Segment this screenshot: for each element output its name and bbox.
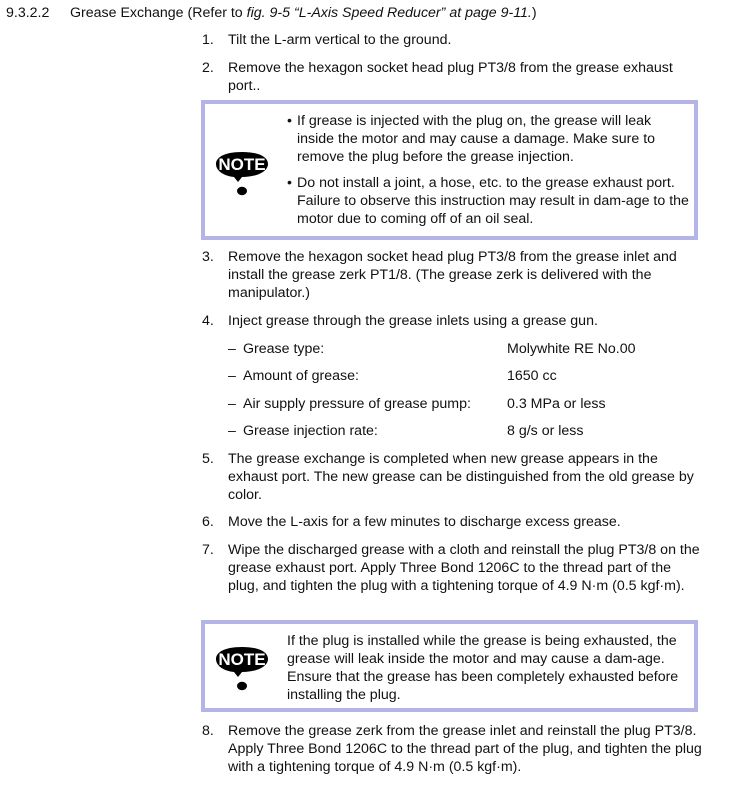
note-2-text: If the plug is installed while the grease is being exhausted, the grease will leak inside the motor and may cause a dam-age. Ensure that the grease has been completely exhausted before installing the plug. (287, 633, 679, 703)
spec-value: 1650 cc (507, 368, 557, 384)
step-text: Remove the grease zerk from the grease inlet and reinstall the plug PT3/8. Apply Three Bond 1206C to the thread part of the plug, and tighten the plug with a tightening torque of 4.9 N·m (0.5 kgf·m). (228, 723, 702, 775)
spec-label: Grease injection rate: (243, 423, 378, 439)
step-number: 4. (202, 313, 214, 329)
step-number: 7. (202, 542, 214, 558)
figure-reference-label: fig. 9-5 (246, 5, 291, 21)
step-1 (202, 31, 702, 49)
note-icon (213, 144, 271, 198)
step-number: 6. (202, 514, 214, 530)
step-number: 8. (202, 723, 214, 739)
figure-reference-link[interactable] (247, 5, 532, 21)
step-number: 1. (202, 32, 214, 48)
spec-value: 0.3 MPa or less (507, 396, 606, 412)
step-text: The grease exchange is completed when new grease appears in the exhaust port. The new grease can be distinguished from the old grease by color. (228, 451, 694, 503)
step-6 (202, 513, 702, 531)
note-icon (213, 639, 271, 693)
step-text: Remove the hexagon socket head plug PT3/8 from the grease exhaust port.. (228, 60, 673, 94)
spec-label: Amount of grease: (243, 368, 359, 384)
section-heading (6, 4, 537, 22)
spec-dash: – (228, 368, 236, 384)
note-bullet: • If grease is injected with the plug on, the grease will leak inside the motor and may cause a damage. Make sure to remove the plug before the grease injection. (287, 113, 656, 165)
spec-value: 8 g/s or less (507, 423, 584, 439)
step-2 (202, 59, 702, 95)
step-7 (202, 541, 702, 595)
step-number: 5. (202, 451, 214, 467)
step-text: Remove the hexagon socket head plug PT3/8 from the grease inlet and install the grease zerk PT1/8. (The grease zerk is delivered with the manipulator.) (228, 249, 677, 301)
step-text: Wipe the discharged grease with a cloth and reinstall the plug PT3/8 on the grease exhaust port. Apply Three Bond 1206C to the thread part of the plug, and tighten the plug with a tightening torque of 4.9 N·m (0.5 kgf·m). (228, 542, 700, 594)
step-5 (202, 450, 702, 504)
step-number: 3. (202, 249, 214, 265)
section-title-suffix: ) (531, 5, 537, 21)
note-bullet-text: Do not install a joint, a hose, etc. to the grease exhaust port. Failure to observe this instruction may result in dam-age to the motor due to coming off of an oil seal. (297, 175, 689, 227)
spec-dash: – (228, 396, 236, 412)
spec-value: Molywhite RE No.00 (507, 341, 636, 357)
section-number: 9.3.2.2 (6, 5, 50, 21)
spec-label: Air supply pressure of grease pump: (243, 396, 471, 412)
note-label: NOTE (218, 155, 266, 174)
step-text: Inject grease through the grease inlets using a grease gun. (228, 313, 598, 329)
spec-dash: – (228, 341, 236, 357)
step-4 (202, 312, 702, 330)
note-bullet: • Do not install a joint, a hose, etc. to the grease exhaust port. Failure to observe this instruction may result in dam-age to the motor due to coming off of an oil seal. (287, 175, 689, 227)
note-1-text (287, 112, 691, 228)
step-number: 2. (202, 60, 214, 76)
step-text: Tilt the L-arm vertical to the ground. (228, 32, 452, 48)
note-box-2 (201, 620, 698, 712)
step-3 (202, 248, 702, 302)
note-box-1 (201, 100, 698, 240)
figure-reference-title: “L-Axis Speed Reducer” at page 9-11. (290, 5, 532, 21)
spec-label: Grease type: (243, 341, 325, 357)
step-8 (202, 722, 702, 776)
note-label: NOTE (218, 650, 266, 669)
note-bullet-text: If grease is injected with the plug on, the grease will leak inside the motor and may cause a damage. Make sure to remove the plug before the grease injection. (297, 113, 656, 165)
section-title: Grease Exchange (Refer to (70, 5, 247, 21)
step-text: Move the L-axis for a few minutes to discharge excess grease. (228, 514, 621, 530)
spec-dash: – (228, 423, 236, 439)
